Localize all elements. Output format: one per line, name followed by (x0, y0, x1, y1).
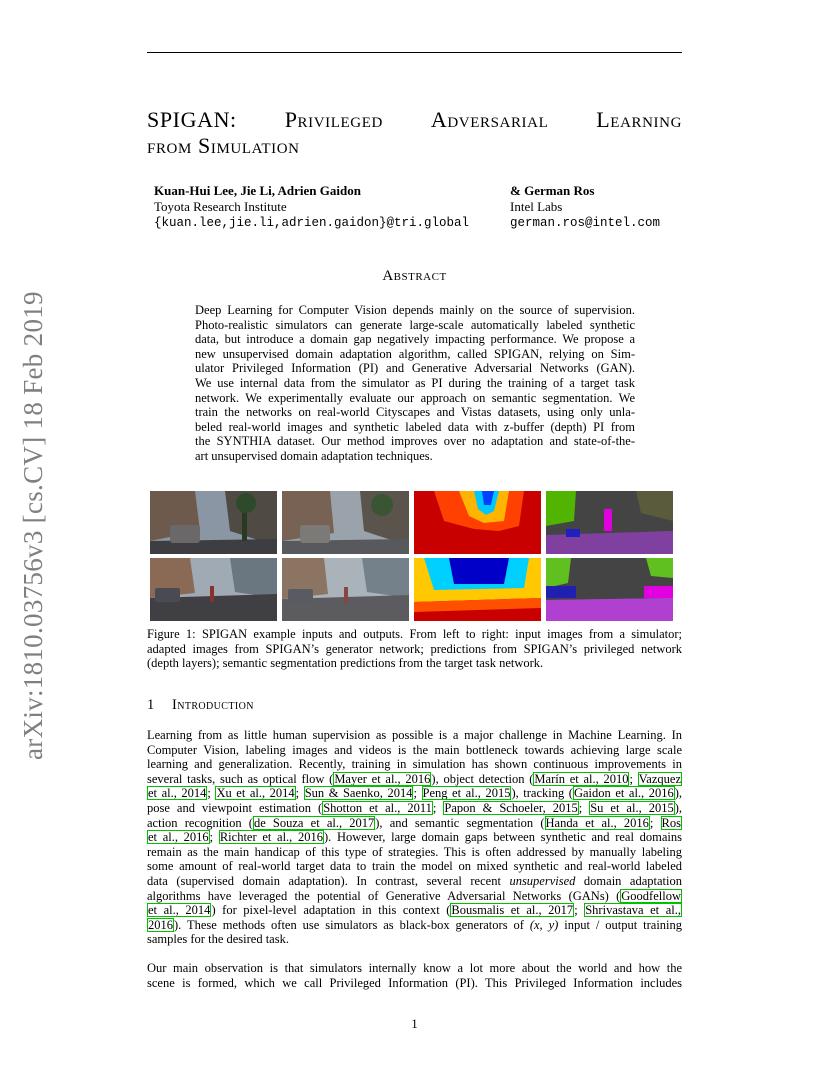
text-fragment: ), (674, 800, 682, 815)
depth-prediction-2 (414, 558, 541, 621)
citation-link[interactable]: Sun & Saenko, 2014 (304, 786, 413, 801)
abstract-line: the SYNTHIA dataset. Our method improves over no adaptation and state-of-the- (195, 434, 635, 449)
page-number: 1 (411, 1016, 418, 1031)
caption-line: Figure 1: SPIGAN example inputs and outputs. From left to right: input images from a simulator; (147, 627, 682, 641)
text-fragment: ; (295, 786, 304, 801)
citation-link[interactable]: Vazquez (638, 771, 681, 786)
authors-right (510, 183, 660, 231)
section-heading-introduction (147, 697, 254, 714)
title-word: Privileged (284, 107, 383, 132)
citation-link[interactable]: Gaidon et al., 2016 (573, 786, 674, 801)
text-line (147, 816, 682, 831)
arxiv-stamp[interactable]: arXiv:1810.03756v3 [cs.CV] 18 Feb 2019 (18, 291, 48, 760)
top-rule (147, 52, 682, 53)
emphasis: unsupervised (509, 873, 576, 888)
abstract-line: new unsupervised domain adaptation algorithm, called SPIGAN, relying on Sim- (195, 346, 635, 361)
citation-link[interactable]: 2016 (148, 917, 173, 932)
text-line (147, 786, 682, 801)
abstract-body (195, 303, 635, 464)
citation-link[interactable]: Ros (661, 815, 681, 830)
text-fragment: pose and viewpoint estimation ( (147, 800, 323, 815)
text-fragment: ), and semantic segmentation ( (375, 815, 545, 830)
text-fragment: data (supervised domain adaptation). In contrast, several recent (147, 873, 510, 888)
text-line (147, 801, 682, 816)
author-names: & German Ros (510, 183, 595, 198)
adapted-image-1 (282, 491, 409, 554)
paper-title (147, 107, 682, 159)
citation-link[interactable]: et al., 2014 (148, 903, 211, 918)
title-line-2: from Simulation (147, 133, 300, 158)
citation-link[interactable]: de Souza et al., 2017 (253, 815, 375, 830)
text-line: Our main observation is that simulators internally know a lot more about the world and how the (147, 961, 682, 975)
title-word: Adversarial (430, 107, 549, 132)
text-fragment: ). However, large domain gaps between synthetic and real domains (324, 830, 682, 845)
text-fragment: action recognition ( (147, 815, 253, 830)
abstract-heading: Abstract (382, 268, 447, 284)
title-word: Learning (596, 107, 682, 132)
citation-link[interactable]: Shrivastava et al., (585, 903, 681, 918)
author-email[interactable]: german.ros@intel.com (510, 216, 661, 230)
authors-left (154, 183, 469, 231)
citation-link[interactable]: Mayer et al., 2016 (334, 771, 431, 786)
text-line (147, 830, 682, 845)
text-line: Computer Vision, labeling images and videos is the main bottleneck towards achieving large scale (147, 742, 682, 757)
text-fragment: ), (674, 786, 683, 801)
caption-line: adapted images from SPIGAN’s generator network; predictions from SPIGAN’s privileged network (147, 641, 682, 656)
text-fragment: ; (413, 786, 422, 801)
text-fragment: ; (209, 830, 219, 845)
title-word: SPIGAN: (147, 107, 237, 132)
text-line (147, 903, 682, 918)
math-inline: (x, y) (529, 917, 559, 932)
citation-link[interactable]: Xu et al., 2014 (216, 786, 295, 801)
figure-1-grid (150, 491, 675, 621)
abstract-line: data, but introduce a domain gap negatively impacting performance. We propose a (195, 332, 635, 347)
introduction-paragraph-1 (147, 728, 682, 947)
abstract-line: beled real-world images and synthetic labeled data with z-buffer (depth) PI from (195, 419, 635, 434)
section-number: 1 (147, 697, 155, 713)
citation-link[interactable]: Marín et al., 2010 (534, 771, 629, 786)
author-affiliation: Toyota Research Institute (154, 199, 287, 214)
segmentation-prediction-1 (546, 491, 673, 554)
text-line (147, 918, 682, 933)
text-line: some amount of real-world target data to train the model on mixed synthetic and real-world labeled (147, 859, 682, 874)
author-email[interactable]: {kuan.lee,jie.li,adrien.gaidon}@tri.global (154, 216, 470, 230)
text-fragment: ) for pixel-level adaptation in this context ( (211, 903, 451, 918)
author-names: Kuan-Hui Lee, Jie Li, Adrien Gaidon (154, 183, 361, 198)
citation-link[interactable]: Bousmalis et al., 2017 (451, 903, 574, 918)
introduction-paragraph-2 (147, 961, 682, 990)
text-fragment: several tasks, such as optical flow ( (147, 771, 334, 786)
text-fragment: ; (574, 903, 585, 918)
text-fragment: ; (649, 815, 661, 830)
adapted-image-2 (282, 558, 409, 621)
simulator-image-1 (150, 491, 277, 554)
text-line: scene is formed, which we call Privileged Information (PI). This Privileged Information includes (147, 975, 682, 990)
text-line: Learning from as little human supervision as possible is a major challenge in Machine Learning. In (147, 728, 682, 742)
text-fragment: ; (578, 800, 590, 815)
citation-link[interactable]: Papon & Schoeler, 2015 (444, 800, 578, 815)
text-fragment: ; (207, 786, 216, 801)
author-affiliation: Intel Labs (510, 199, 563, 214)
text-fragment: ), tracking ( (511, 786, 573, 801)
abstract-line: Photo-realistic simulators can generate large-scale automatically labeled synthetic (195, 317, 635, 332)
simulator-image-2 (150, 558, 277, 621)
figure-1-caption (147, 627, 682, 671)
abstract-line: network. We experimentally evaluate our approach on semantic segmentation. We (195, 390, 635, 405)
text-fragment: ), object detection ( (431, 771, 534, 786)
citation-link[interactable]: Goodfellow (621, 888, 681, 903)
citation-link[interactable]: Peng et al., 2015 (422, 786, 511, 801)
text-fragment: ; (629, 771, 638, 786)
citation-link[interactable]: et al., 2014 (148, 786, 207, 801)
abstract-line: Deep Learning for Computer Vision depends mainly on the source of supervision. (195, 303, 635, 317)
citation-link[interactable]: et al., 2016 (148, 830, 209, 845)
citation-link[interactable]: Shotton et al., 2011 (323, 800, 432, 815)
text-line: samples for the desired task. (147, 932, 289, 947)
text-fragment: domain adaptation (575, 873, 682, 888)
citation-link[interactable]: Richter et al., 2016 (219, 830, 323, 845)
abstract-line: ulator Privileged Information (PI) and Generative Adversarial Networks (GAN). (195, 361, 635, 376)
caption-line: (depth layers); semantic segmentation predictions from the target task network. (147, 656, 544, 671)
text-line: learning and generalization. Recently, training in simulation has shown continuous improvements in (147, 757, 682, 772)
text-line (147, 889, 682, 904)
depth-prediction-1 (414, 491, 541, 554)
segmentation-prediction-2 (546, 558, 673, 621)
text-fragment: ). These methods often use simulators as black-box generators of (174, 917, 530, 932)
text-line (147, 874, 682, 889)
text-line: remain as the main handicap of this type of strategies. This is often addressed by manually labeling (147, 844, 682, 859)
text-line (147, 772, 682, 787)
text-fragment: input / output training (558, 917, 683, 932)
abstract-line: We use internal data from the simulator as PI during the training of a target task (195, 375, 635, 390)
text-fragment: ; (432, 800, 444, 815)
text-fragment: algorithms have leveraged the potential of Generative Adversarial Networks (GANs) ( (147, 888, 621, 903)
abstract-line: train the networks on real-world Cityscapes and Vistas datasets, using only unla- (195, 405, 635, 420)
citation-link[interactable]: Handa et al., 2016 (545, 815, 649, 830)
abstract-line: art unsupervised domain adaptation techniques. (195, 448, 433, 463)
citation-link[interactable]: Su et al., 2015 (590, 800, 674, 815)
section-title: Introduction (172, 697, 254, 713)
